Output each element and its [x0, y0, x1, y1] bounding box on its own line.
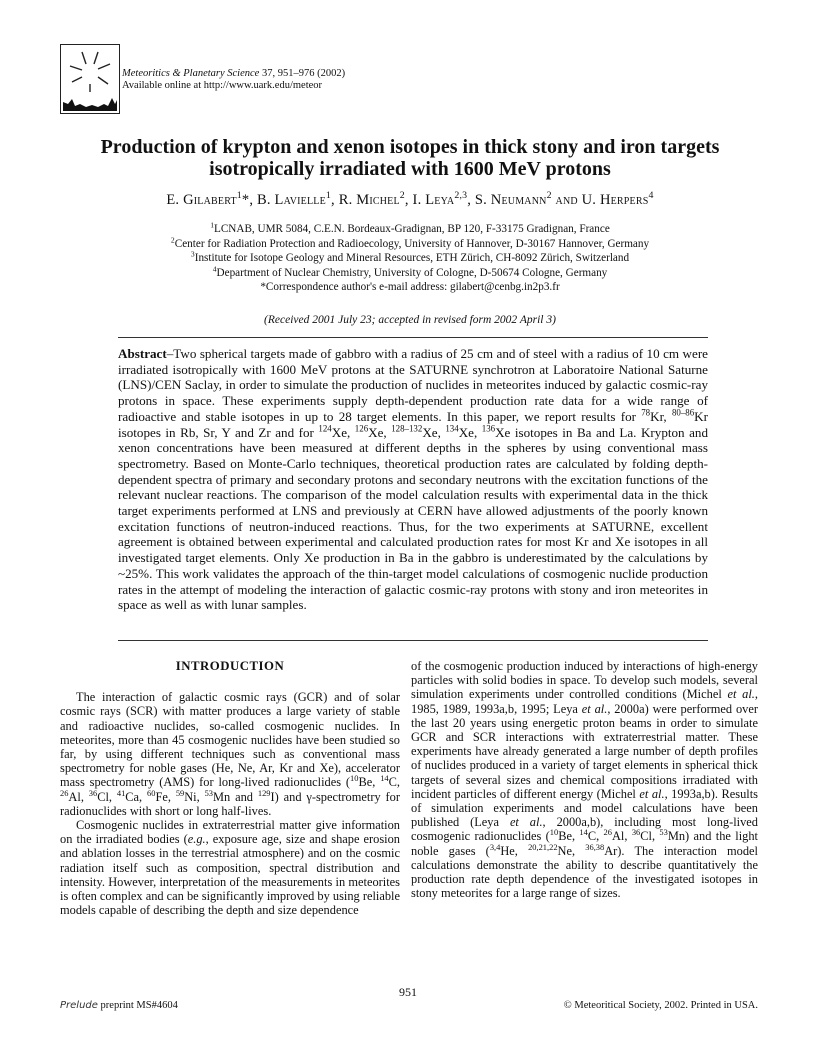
body-text-italic: et al. — [581, 701, 608, 716]
affil-text: Institute for Isotope Geology and Mineral Resources, ETH Zürich, CH-8092 Zürich, Switzerland — [194, 252, 630, 265]
author-affil-mark: 2 — [546, 190, 552, 202]
paragraph — [411, 659, 758, 900]
isotope-mass: 26 — [603, 827, 612, 838]
body-text-italic: et al. — [509, 815, 543, 830]
body-text: Ni, — [184, 789, 205, 804]
page-number: 951 — [399, 985, 417, 999]
body-text: , 2000a) were performed over the last 20 years using energetic proton beams in order to simulate GCR and SCR interactions with extraterrestrial matter. These experiments have already generated a large number of depth profiles of nuclides produced in a variety of target elements in spherical thick targets of several sizes and chemical compositions irradiated with incident particles of different energy (Michel — [411, 701, 759, 801]
abstract-text: Kr, — [650, 408, 672, 424]
isotope-mass: 36,38 — [585, 841, 605, 852]
author-name: E. Gilabert — [166, 192, 237, 208]
correspondence-line: *Correspondence author's e-mail address: gilabert@cenbg.in2p3.fr — [260, 281, 560, 294]
author-affil-mark: 1 — [236, 190, 242, 202]
isotope-mass: 60 — [147, 787, 156, 798]
body-text: Al, — [68, 789, 89, 804]
affil-mark: 1 — [210, 220, 215, 230]
body-column-left — [60, 659, 400, 917]
isotope-mass: 14 — [380, 773, 389, 784]
affil-mark: 3 — [190, 249, 195, 259]
abstract-bottom-rule — [118, 640, 708, 641]
author-name: U. Herpers — [581, 192, 649, 208]
affil-text: Center for Radiation Protection and Radioecology, University of Hannover, D-30167 Hannover, Germany — [174, 237, 650, 250]
body-text: , 2000a,b), including most long-lived cosmogenic radionuclides ( — [411, 815, 758, 844]
author-name: R. Michel — [338, 192, 400, 208]
body-text: , 1985, 1989, 1993a,b, 1995; Leya — [411, 687, 758, 716]
isotope-mass: 20,21,22 — [528, 841, 558, 852]
footer-copyright: © Meteoritical Society, 2002. Printed in USA. — [563, 1000, 758, 1011]
affiliation-line — [60, 222, 760, 237]
title-line-1: Production of krypton and xenon isotopes in thick stony and iron targets — [100, 136, 720, 158]
abstract — [118, 346, 708, 613]
body-text: Al, — [611, 829, 632, 844]
affil-mark: 4 — [212, 264, 217, 274]
journal-volume-pages: 37, 951–976 (2002) — [259, 68, 346, 79]
and-word: and — [555, 192, 578, 208]
isotope-mass: 129 — [257, 787, 271, 798]
isotope-mass: 134 — [445, 423, 459, 434]
author-name: I. Leya — [412, 192, 455, 208]
body-text: , 1993a,b). Results of simulation experiments and model calculations have been published (Leya — [411, 786, 758, 830]
body-text: Ar). The interaction model calculations demonstrate the ability to describe quantitatively the production rate depth dependence of the investigated isotopes in stony meteorites for a large range of sizes. — [411, 843, 758, 901]
isotope-mass: 53 — [204, 787, 214, 798]
body-column-right — [411, 659, 758, 900]
meteor-logo-icon — [60, 44, 120, 114]
body-text: Mn and — [213, 789, 258, 804]
corresponding-mark: * — [241, 192, 250, 208]
isotope-mass: 78 — [641, 407, 651, 418]
affil-text: LCNAB, UMR 5084, C.E.N. Bordeaux-Gradignan, BP 120, F-33175 Gradignan, France — [214, 223, 610, 235]
affil-mark: 2 — [170, 234, 175, 244]
body-text: C, — [587, 829, 604, 844]
body-text: Be, — [358, 775, 381, 790]
affiliation-line — [60, 266, 760, 281]
isotope-mass: 36 — [631, 827, 641, 838]
author-affil-mark: 1 — [325, 190, 332, 202]
body-text-italic: e.g. — [187, 832, 206, 847]
abstract-text: Kr isotopes in Rb, Sr, Y and Zr and for — [118, 408, 708, 440]
abstract-top-rule — [118, 337, 708, 338]
paragraph — [60, 690, 400, 818]
isotope-mass: 10 — [549, 827, 559, 838]
body-text: Ca, — [125, 789, 148, 804]
abstract-text: Xe, — [368, 424, 392, 440]
affiliation-line — [60, 234, 760, 252]
author-name: S. Neumann — [474, 192, 547, 208]
body-text: , exposure age, size and shape erosion and ablation losses in the terrestrial atmosphere) and on the cosmic radiation itself such as composition, spectral distribution and intensity. However, interpretation of the measurements in meteorites is often complex and can be significantly improved by using reliable models capable of describing the depth and size dependence — [60, 832, 400, 918]
author-name: B. Lavielle — [257, 192, 326, 208]
isotope-mass: 14 — [579, 827, 588, 838]
abstract-text: Xe isotopes in Ba and La. Krypton and xenon concentrations have been measured at different depths in the spheres by using conventional mass spectrometry. Based on Monte-Carlo techniques, theoretical production rates are calculated by folding depth-dependent spectra of primary and secondary protons and secondary neutrons with the excitation functions of the relevant nuclear reactions. The comparison of the model calculation results with experimental data in the thick target experiments performed at LNS and previously at CERN have allowed adjustments of the poorly known excitation functions of neutron-induced reactions. Thus, for the two experiments at SATURNE, excellent agreement is obtained between experimental and calculated production rates for most Kr and Xe isotopes in all investigated target elements. Only Xe production in Ba in the gabbro is underestimated by the calculations by ~25%. This work validates the approach of the thin-target model calculations of cosmogenic nuclide production rates in the attempt of modeling the interaction of galactic cosmic-ray protons with stony and iron meteorites in space as well as with lunar samples. — [118, 424, 708, 613]
body-text: Ne, — [557, 843, 586, 858]
preprint-id: preprint MS#4604 — [97, 1000, 178, 1011]
isotope-mass: 10 — [350, 773, 359, 784]
author-list: E. Gilabert$^1$*, B. Lavielle$^1$, R. Michel$^2$, I. Leya$^{2,3}$, S. Neumann$^2$ and U. Herpers$^4$ — [166, 190, 654, 208]
body-text: C, — [388, 775, 400, 790]
isotope-mass: 53 — [659, 827, 668, 838]
received-dates: (Received 2001 July 23; accepted in revised form 2002 April 3) — [264, 314, 556, 326]
body-text: The interaction of galactic cosmic rays (GCR) and of solar cosmic rays (SCR) with matter produces a large variety of stable and radioactive nuclides, so-called cosmogenic nuclides. In meteorites, more than 45 cosmogenic nuclides have been studied so far, by using different techniques such as conventional mass spectrometry for noble gases (He, Ne, Ar, Kr and Xe), accelerator mass spectrometry (AMS) for long-lived radionuclides ( — [60, 690, 400, 790]
isotope-mass: 3,4 — [489, 841, 501, 852]
isotope-mass: 124 — [318, 423, 332, 434]
paragraph — [60, 818, 400, 917]
isotope-mass: 59 — [175, 787, 185, 798]
author-affil-mark: 2,3 — [454, 190, 468, 202]
isotope-mass: 136 — [481, 423, 496, 434]
isotope-mass: 36 — [88, 787, 98, 798]
isotope-mass: 126 — [354, 423, 369, 434]
abstract-text: Xe, — [331, 424, 355, 440]
paper-title — [60, 136, 760, 180]
author-affil-mark: 2 — [399, 190, 405, 202]
isotope-mass: 80–86 — [671, 407, 695, 418]
isotope-mass: 26 — [60, 787, 69, 798]
body-text: Cl, — [640, 829, 660, 844]
section-heading: INTRODUCTION — [175, 659, 285, 673]
body-text: Mn) and the light noble gases ( — [411, 829, 758, 858]
body-text: Cosmogenic nuclides in extraterrestrial matter give information on the irradiated bodies ( — [60, 818, 400, 847]
affiliation-line — [60, 251, 760, 266]
journal-url-line: Available online at http://www.uark.edu/meteor — [122, 80, 323, 91]
body-text-italic: et al. — [639, 786, 665, 801]
journal-name: Meteoritics & Planetary Science — [122, 68, 260, 79]
abstract-text: –Two spherical targets made of gabbro with a radius of 25 cm and of steel with a radius of 10 cm were irradiated isotropically with 1600 MeV protons at the SATURNE synchrotron at Laboratoire National Saturne (LNS)/CEN Saclay, in order to simulate the production of nuclides in meteorites induced by galactic cosmic-ray protons in space. These experiments supply depth-dependent production rate data for a wide range of radioactive and stable isotopes in up to 28 target elements. In this paper, we report results for — [118, 346, 708, 424]
body-text: Cl, — [97, 789, 117, 804]
isotope-mass: 41 — [116, 787, 126, 798]
body-text: I) and γ-spectrometry for radionuclides with short or long half-lives. — [60, 789, 400, 818]
footer-preprint — [60, 1000, 178, 1011]
prelude-logo-text: Prelude — [60, 1000, 98, 1011]
affiliations — [60, 222, 760, 295]
affil-text: Department of Nuclear Chemistry, University of Cologne, D-50674 Cologne, Germany — [216, 266, 608, 279]
title-line-2: isotropically irradiated with 1600 MeV protons — [209, 158, 611, 180]
abstract-label: Abstract — [118, 346, 167, 361]
isotope-mass: 128–132 — [391, 423, 423, 434]
author-affil-mark: 4 — [648, 190, 654, 202]
body-text: of the cosmogenic production induced by interactions of high-energy particles with solid bodies in space. To develop such models, several simulation experiments under controlled conditions (Michel — [411, 659, 758, 702]
body-text: He, — [500, 843, 529, 858]
body-text: Be, — [558, 829, 580, 844]
abstract-text: Xe, — [422, 424, 446, 440]
body-text: Fe, — [155, 789, 176, 804]
body-text-italic: et al. — [727, 687, 755, 702]
abstract-text: Xe, — [458, 424, 482, 440]
journal-citation — [122, 68, 345, 92]
